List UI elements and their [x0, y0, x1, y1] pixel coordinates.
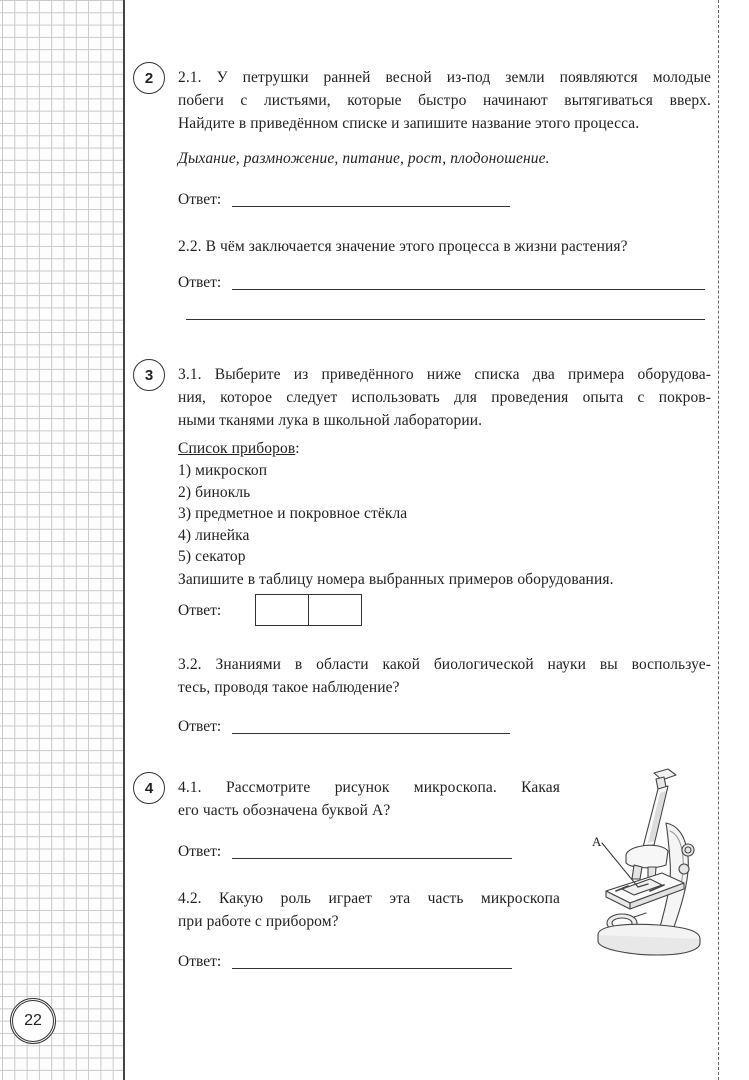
answer-line-2-2a[interactable] — [232, 289, 705, 290]
task2-q1-line: Найдите в приведённом списке и запишите название этого процесса. — [178, 115, 640, 132]
page-number: 22 — [10, 998, 56, 1044]
answer-cell-2[interactable] — [309, 595, 361, 625]
task3-q2-line: тесь, проводя такое наблюдение? — [178, 679, 400, 696]
answer-label: Ответ: — [178, 953, 222, 970]
task3-q1-line: ния, которое следует использовать для проведения опыта с покров- — [178, 389, 711, 406]
task2-q1-line: 2.1. У петрушки ранней весной из-под земли появляются молодые — [178, 69, 711, 86]
list-item: 5) секатор — [178, 548, 246, 565]
list-item: 2) бинокль — [178, 483, 251, 501]
task3-instruction: Запишите в таблицу номера выбранных примеров оборудования. — [178, 570, 614, 588]
cut-line — [718, 0, 719, 1080]
answer-cell-1[interactable] — [256, 595, 309, 625]
task-number-4: 4 — [133, 772, 165, 804]
answer-table — [255, 594, 362, 626]
grid-margin — [0, 0, 123, 1080]
list-item: 1) микроскоп — [178, 462, 268, 479]
answer-line-4-2[interactable] — [232, 968, 512, 969]
answer-line-3-2[interactable] — [232, 733, 510, 734]
task4-q2-line: 4.2. Какую роль играет эта часть микроскопа — [178, 890, 560, 907]
answer-label: Ответ: — [178, 843, 222, 860]
task3-q1-line: ными тканями лука в школьной лаборатории. — [178, 412, 483, 429]
answer-line-4-1[interactable] — [232, 858, 512, 859]
list-colon: : — [295, 440, 300, 457]
task3-q2-line: 3.2. Знаниями в области какой биологической науки вы воспользуе- — [178, 656, 711, 673]
answer-line-2-2b[interactable] — [186, 319, 705, 320]
task4-q2-line: при работе с прибором? — [178, 913, 339, 930]
list-item: 3) предметное и покровное стёкла — [178, 505, 408, 522]
list-heading — [178, 437, 711, 460]
task4-question-2 — [178, 887, 560, 933]
figure-label-a: А — [592, 834, 602, 849]
answer-label: Ответ: — [178, 274, 222, 291]
task2-q1-line: побеги с листьями, которые быстро начинают вытягиваться вверх. — [178, 92, 711, 109]
list-title: Список приборов — [178, 440, 296, 457]
task3-q1-line: 3.1. Выберите из приведённого ниже списка два примера оборудова- — [178, 366, 711, 383]
task3-question-2 — [178, 653, 711, 699]
equipment-list — [178, 437, 711, 591]
answer-label: Ответ: — [178, 191, 222, 208]
answer-line-2-1[interactable] — [232, 206, 510, 207]
task4-q1-line: 4.1. Рассмотрите рисунок микроскопа. Какая — [178, 779, 560, 796]
list-item: 4) линейка — [178, 526, 250, 544]
microscope-figure — [588, 765, 716, 970]
task4-q1-line: его часть обозначена буквой А? — [178, 802, 391, 819]
grid-margin-border — [123, 0, 125, 1080]
task2-question-1 — [178, 66, 711, 135]
task2-question-2: 2.2. В чём заключается значение этого процесса в жизни растения? — [178, 238, 628, 255]
task-number-2: 2 — [133, 62, 165, 94]
task2-options: Дыхание, размножение, питание, рост, плодоношение. — [178, 150, 550, 167]
answer-label: Ответ: — [178, 602, 222, 619]
task3-question-1 — [178, 363, 711, 432]
task4-question-1 — [178, 776, 560, 822]
answer-label: Ответ: — [178, 718, 222, 735]
task-number-3: 3 — [133, 359, 165, 391]
